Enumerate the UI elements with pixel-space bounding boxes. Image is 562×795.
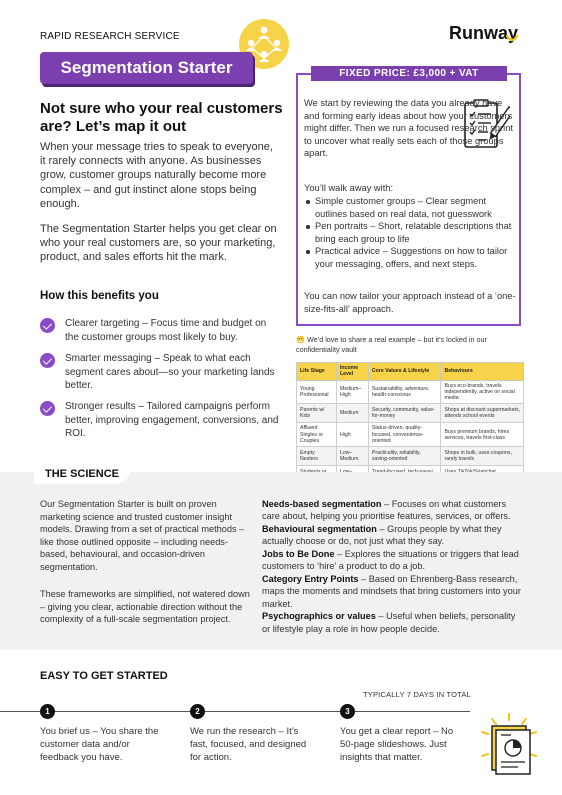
example-note: 😬 We’d love to share a real example – but it’s locked in our confidentiality vault [296,335,487,354]
logo-dot-icon [506,34,518,43]
benefit-item [40,352,280,393]
table-cell: Security, community, value-for-money [368,404,441,423]
method-term: Category Entry Points [262,573,359,584]
table-cell: Buys premium brands, hires services, travels first-class [441,423,524,447]
table-cell: Practicality, reliability, saving-oriented [368,447,441,466]
table-header-row [297,363,524,381]
step-number: 1 [40,704,55,719]
science-paragraph-2: These frameworks are simplified, not watered down – giving you clear, actionable direction without the complexity of a full-scale segmentation project. [40,589,250,624]
check-circle-icon [40,401,55,416]
table-cell: Shops at discount supermarkets, attends school events [441,404,524,423]
deliverables-list [304,195,516,271]
science-paragraph-1: Our Segmentation Starter is built on proven marketing science and trusted customer insight models. Drawing from a set of practical methods – like those outlined opposite – including needs-based, behavioural, and occasion-driven segmentation. [40,499,245,572]
science-heading: THE SCIENCE [34,464,130,484]
benefit-text: Clearer targeting – Focus time and budget on the customer groups most likely to buy. [65,318,267,343]
column-header: Behaviours [441,363,524,381]
timeline-line [0,711,470,712]
method-description: – Groups people by what they actually choose or do, not just what they say. [262,523,502,547]
service-kicker: RAPID RESEARCH SERVICE [40,31,180,42]
table-cell: Young Professional [297,380,337,404]
deliverable-item: Pen portraits – Short, relatable descriptions that bring each group to life [304,220,516,245]
method-description: – Based on Ehrenberg-Bass research, maps the moments and mindsets that bring customers into your market. [262,573,521,609]
step-description: You get a clear report – No 50-page slideshows. Just insights that matter. [340,726,454,763]
check-circle-icon [40,318,55,333]
steps-heading: EASY TO GET STARTED [40,670,168,682]
deliverable-item: Simple customer groups – Clear segment outlines based on real data, not guesswork [304,195,516,220]
table-row [297,380,524,404]
deliverable-item: Practical advice – Suggestions on how to tailor your messaging, offers, and next steps. [304,245,516,270]
price-box-walkaway: You’ll walk away with: [304,183,394,193]
price-box-closing: You can now tailor your approach instead of a ‘one-size-fits-all’ approach. [304,291,516,314]
science-methods [262,498,524,635]
method-term: Behavioural segmentation [262,523,377,534]
step-number: 2 [190,704,205,719]
benefits-heading: How this benefits you [40,290,159,302]
step-description: We run the research – It’s fast, focused, and designed for action. [190,726,307,763]
benefit-item [40,317,280,344]
table-cell: Empty Nesters [297,447,337,466]
table-cell: Shops in bulk, uses coupons, rarely travels [441,447,524,466]
intro-paragraph-1: When your message tries to speak to everyone, it rarely connects with anyone. As businesses grow, customer groups naturally become more complex – and gut instinct alone stops being enough. [40,141,273,210]
column-header: Life Stage [297,363,337,381]
table-cell: Low–Medium [336,447,368,466]
table-cell: Sustainability, adventure, health-conscious [368,380,441,404]
step-number: 3 [340,704,355,719]
example-segment-table [296,362,524,485]
table-cell: Status-driven, quality-focused, convenience-oriented [368,423,441,447]
method-description: – Useful when beliefs, personality or lifestyle play a role in how people decide. [262,611,516,634]
column-header: Core Values & Lifestyle [368,363,441,381]
intro-paragraph-2: The Segmentation Starter helps you get clear on who your real customers are, so your marketing, product, and sales efforts hit the mark. [40,223,277,264]
benefit-item [40,400,280,441]
page-title: Segmentation Starter [40,52,253,84]
step-description: You brief us – You share the customer data and/or feedback you have. [40,726,159,763]
table-cell: Medium–High [336,380,368,404]
table-cell: Parents w/ Kids [297,404,337,423]
check-circle-icon [40,353,55,368]
table-row [297,423,524,447]
table-cell: Affluent Singles or Couples [297,423,337,447]
duration-note: TYPICALLY 7 DAYS IN TOTAL [363,690,471,699]
benefit-text: Smarter messaging – Speak to what each segment cares about—so your marketing lands better. [65,353,275,391]
method-term: Jobs to Be Done [262,548,335,559]
table-cell: Medium [336,404,368,423]
intro-headline: Not sure who your real customers are? Let’s map it out [40,100,283,135]
price-tag: FIXED PRICE: £3,000 + VAT [311,66,507,81]
method-description: – Focuses on what customers care about, helping you prioritise features, services, or offers. [262,499,511,522]
table-cell: High [336,423,368,447]
method-term: Needs-based segmentation [262,499,382,509]
runway-logo: Runway [449,23,519,43]
method-description: – Explores the situations or triggers that lead customers to ‘hire’ a product to do a job. [262,548,519,572]
column-header: Income Level [336,363,368,381]
table-row [297,447,524,466]
table-cell: Buys eco-brands, travels independently, active on social media [441,380,524,404]
report-chart-icon [478,712,540,782]
method-term: Psychographics or values [262,611,376,622]
benefit-text: Stronger results – Tailored campaigns perform better, improving engagement, conversions, and ROI. [65,401,279,439]
table-row [297,404,524,423]
price-box-intro: We start by reviewing the data you already have and forming early ideas about how your customers might differ. Then we run a focused research sprint to uncover what really sets each of those groups apart. [304,98,513,159]
